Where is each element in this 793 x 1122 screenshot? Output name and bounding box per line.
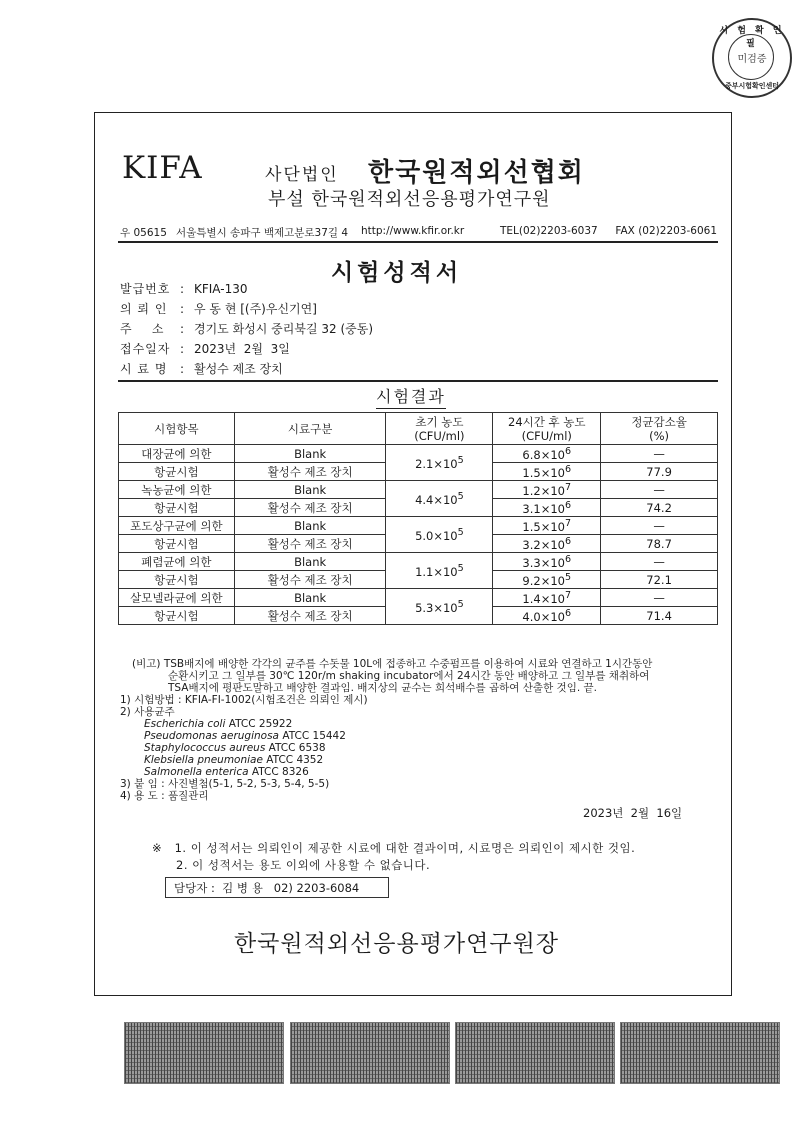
document-title: 시험성적서 bbox=[330, 260, 463, 286]
after-conc-cell: $4.0\times 10^6$ bbox=[493, 607, 601, 625]
website: http://www.kfir.or.kr bbox=[361, 225, 465, 237]
strain-item: Salmonella enterica ATCC 8326 bbox=[144, 766, 309, 778]
field-client: 의 뢰 인 : 우 동 현 [(주)우신기연] bbox=[120, 302, 317, 316]
security-barcode bbox=[124, 1022, 284, 1084]
contact-box: 담당자 : 김 병 용 02) 2203-6084 bbox=[165, 877, 389, 898]
test-item-cell: 대장균에 의한 bbox=[119, 445, 235, 463]
test-item-cell: 항균시험 bbox=[119, 463, 235, 481]
test-item-cell: 항균시험 bbox=[119, 607, 235, 625]
telephone: TEL(02)2203-6037 bbox=[500, 225, 598, 237]
usage: 4) 용 도 : 품질관리 bbox=[120, 790, 209, 802]
field-value: 활성수 제조 장치 bbox=[194, 362, 283, 376]
reduction-cell: 71.4 bbox=[601, 607, 718, 625]
remark-2: 2. 이 성적서는 용도 이외에 사용할 수 없습니다. bbox=[176, 858, 431, 872]
org-subtitle: 부설 한국원적외선응용평가연구원 bbox=[268, 189, 551, 210]
after-conc-cell: $1.5\times 10^7$ bbox=[493, 517, 601, 535]
field-label: 발급번호 bbox=[120, 282, 171, 296]
note-line-2: 순환시키고 그 일부를 30℃ 120r/m shaking incubator에서 24시간 동안 배양하고 그 일부를 채취하여 bbox=[168, 670, 650, 682]
reduction-cell: 77.9 bbox=[601, 463, 718, 481]
strain-item: Pseudomonas aeruginosa ATCC 15442 bbox=[144, 730, 346, 742]
remark-1: ※ 1. 이 성적서는 의뢰인이 제공한 시료에 대한 결과이며, 시료명은 의뢰인이 제시한 것임. bbox=[152, 841, 636, 855]
strains-label: 2) 사용균주 bbox=[120, 706, 175, 718]
test-item-cell: 항균시험 bbox=[119, 499, 235, 517]
header-divider bbox=[118, 241, 718, 243]
test-item-cell: 항균시험 bbox=[119, 535, 235, 553]
initial-conc-cell: $1.1\times 10^5$ bbox=[386, 553, 493, 589]
reduction-cell: — bbox=[601, 553, 718, 571]
stamp-bottom-text: 중부시험확인센터 bbox=[724, 82, 780, 90]
table-row bbox=[119, 553, 718, 571]
section-title: 시험결과 bbox=[376, 384, 446, 409]
header-24h-conc: 24시간 후 농도 (CFU/ml) bbox=[493, 413, 601, 445]
note-line-3: TSA배지에 평판도말하고 배양한 결과임. 배지상의 균수는 희석배수를 곱하여 산출한 것임. 끝. bbox=[168, 682, 597, 694]
reduction-cell: — bbox=[601, 517, 718, 535]
table-row bbox=[119, 481, 718, 499]
fax: FAX (02)2203-6061 bbox=[615, 225, 717, 237]
security-barcode bbox=[290, 1022, 450, 1084]
test-item-cell: 폐렴균에 의한 bbox=[119, 553, 235, 571]
test-method: 1) 시험방법 : KFIA-FI-1002(시험조건은 의뢰인 제시) bbox=[120, 694, 368, 706]
sample-cell: 활성수 제조 장치 bbox=[234, 607, 386, 625]
test-item-cell: 녹농균에 의한 bbox=[119, 481, 235, 499]
reduction-cell: — bbox=[601, 481, 718, 499]
field-receipt-date: 접수일자 : 2023년 2월 3일 bbox=[120, 342, 290, 356]
org-name: 한국원적외선협회 bbox=[368, 158, 585, 188]
test-item-cell: 포도상구균에 의한 bbox=[119, 517, 235, 535]
initial-conc-cell: $5.3\times 10^5$ bbox=[386, 589, 493, 625]
strain-item: Escherichia coli ATCC 25922 bbox=[144, 718, 293, 730]
stamp-center-text: 미검증 bbox=[737, 54, 767, 65]
field-value: 우 동 현 [(주)우신기연] bbox=[194, 302, 317, 316]
reduction-cell: — bbox=[601, 445, 718, 463]
org-prefix: 사단법인 bbox=[265, 165, 339, 185]
table-row bbox=[119, 445, 718, 463]
after-conc-cell: $3.3\times 10^6$ bbox=[493, 553, 601, 571]
header-initial-conc: 초기 농도 (CFU/ml) bbox=[386, 413, 493, 445]
issue-date: 2023년 2월 16일 bbox=[583, 806, 683, 820]
initial-conc-cell: $5.0\times 10^5$ bbox=[386, 517, 493, 553]
sample-cell: Blank bbox=[234, 517, 386, 535]
sample-cell: 활성수 제조 장치 bbox=[234, 535, 386, 553]
sample-cell: 활성수 제조 장치 bbox=[234, 499, 386, 517]
after-conc-cell: $1.2\times 10^7$ bbox=[493, 481, 601, 499]
table-header-row bbox=[119, 413, 718, 445]
table-row bbox=[119, 517, 718, 535]
table-row bbox=[119, 589, 718, 607]
header-sample-type: 시료구분 bbox=[234, 413, 386, 445]
results-table bbox=[118, 412, 718, 625]
field-label: 접수일자 bbox=[120, 342, 171, 356]
after-conc-cell: $9.2\times 10^5$ bbox=[493, 571, 601, 589]
security-barcode bbox=[455, 1022, 615, 1084]
field-label: 의 뢰 인 bbox=[120, 302, 168, 316]
signature-title: 한국원적외선응용평가연구원장 bbox=[233, 931, 560, 957]
after-conc-cell: $1.5\times 10^6$ bbox=[493, 463, 601, 481]
reduction-cell: 72.1 bbox=[601, 571, 718, 589]
sample-cell: Blank bbox=[234, 553, 386, 571]
field-sample-name: 시 료 명 : 활성수 제조 장치 bbox=[120, 362, 283, 376]
address-row bbox=[120, 225, 717, 239]
attachment: 3) 붙 임 : 사진별첨(5-1, 5-2, 5-3, 5-4, 5-5) bbox=[120, 778, 330, 790]
header-test-item: 시험항목 bbox=[119, 413, 235, 445]
initial-conc-cell: $4.4\times 10^5$ bbox=[386, 481, 493, 517]
address: 서울특별시 송파구 백제고분로37길 4 bbox=[176, 227, 349, 239]
postcode: 우 05615 bbox=[120, 227, 167, 239]
after-conc-cell: $3.1\times 10^6$ bbox=[493, 499, 601, 517]
field-label: 시 료 명 bbox=[120, 362, 168, 376]
test-item-cell: 살모넬라균에 의한 bbox=[119, 589, 235, 607]
stamp-top-text: 시 험 확 인 필 bbox=[719, 26, 785, 49]
field-value: KFIA-130 bbox=[194, 282, 248, 296]
strain-item: Klebsiella pneumoniae ATCC 4352 bbox=[144, 754, 324, 766]
after-conc-cell: $6.8\times 10^6$ bbox=[493, 445, 601, 463]
initial-conc-cell: $2.1\times 10^5$ bbox=[386, 445, 493, 481]
sample-cell: Blank bbox=[234, 481, 386, 499]
field-address: 주 소 : 경기도 화성시 중리북길 32 (중동) bbox=[120, 322, 373, 336]
reduction-cell: 74.2 bbox=[601, 499, 718, 517]
after-conc-cell: $3.2\times 10^6$ bbox=[493, 535, 601, 553]
field-issue-number: 발급번호 : KFIA-130 bbox=[120, 282, 248, 296]
sample-cell: Blank bbox=[234, 445, 386, 463]
note-line-1: (비고) TSB배지에 배양한 각각의 균주를 수돗물 10L에 접종하고 수중펌프를 이용하여 시료와 연결하고 1시간동안 bbox=[132, 658, 653, 670]
sample-cell: 활성수 제조 장치 bbox=[234, 463, 386, 481]
strain-item: Staphylococcus aureus ATCC 6538 bbox=[144, 742, 326, 754]
field-value: 2023년 2월 3일 bbox=[194, 342, 290, 356]
fields-divider bbox=[118, 380, 718, 382]
field-value: 경기도 화성시 중리북길 32 (중동) bbox=[194, 322, 373, 336]
reduction-cell: 78.7 bbox=[601, 535, 718, 553]
reduction-cell: — bbox=[601, 589, 718, 607]
after-conc-cell: $1.4\times 10^7$ bbox=[493, 589, 601, 607]
security-barcode bbox=[620, 1022, 780, 1084]
field-label: 주 소 bbox=[120, 322, 165, 336]
header-reduction-rate: 정균감소율 (%) bbox=[601, 413, 718, 445]
kifa-logo: KIFA bbox=[122, 150, 203, 186]
sample-cell: Blank bbox=[234, 589, 386, 607]
test-item-cell: 항균시험 bbox=[119, 571, 235, 589]
sample-cell: 활성수 제조 장치 bbox=[234, 571, 386, 589]
verification-stamp bbox=[712, 18, 792, 98]
